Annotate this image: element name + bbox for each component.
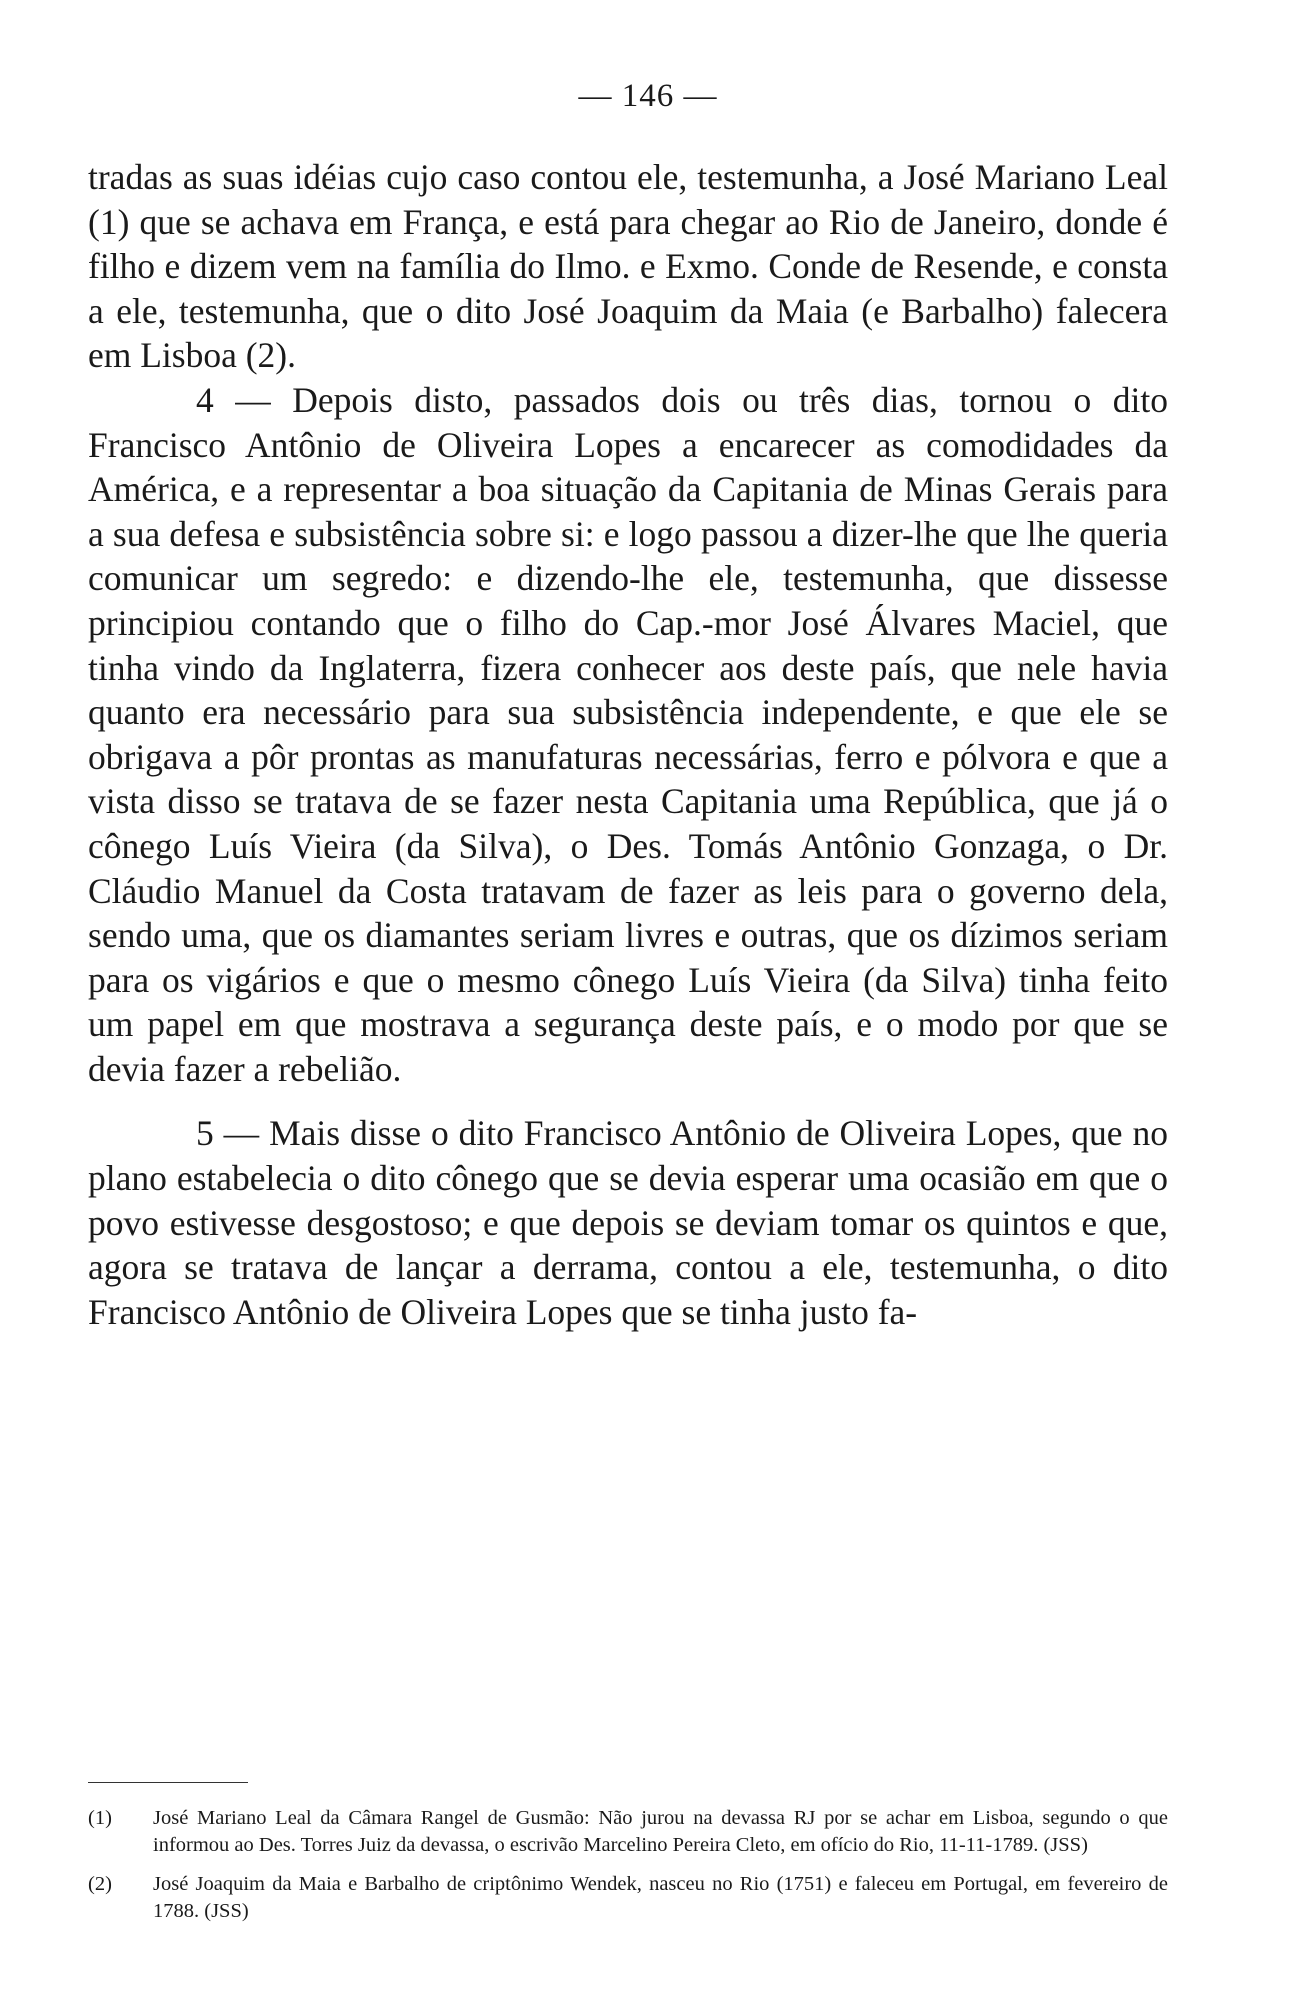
footnote-text: José Mariano Leal da Câmara Rangel de Gusmão: Não jurou na devassa RJ por se achar em Lisboa, segundo o que informou ao Des. Torres Juiz da devassa, o escrivão Marcelino Pereira Cleto, em ofício do Rio, 11-11-1789. (JSS) <box>153 1807 1168 1856</box>
paragraph-item-5: 5 — Mais disse o dito Francisco Antônio de Oliveira Lopes, que no plano estabelecia o dito cônego que se devia esperar uma ocasião em que o povo estivesse desgostoso; e que depois se deviam tomar os quintos e que, agora se tratava de lançar a derrama, contou a ele, testemunha, o dito Francisco Antônio de Oliveira Lopes que se tinha justo fa- <box>88 1113 1168 1332</box>
footnote-1 <box>88 1805 1168 1859</box>
footnote-divider <box>88 1782 248 1783</box>
footnote-text: José Joaquim da Maia e Barbalho de criptônimo Wendek, nasceu no Rio (1751) e faleceu em Portugal, em fevereiro de 1788. (JSS) <box>153 1873 1168 1922</box>
paragraph-item-4: 4 — Depois disto, passados dois ou três dias, tornou o dito Francisco Antônio de Oliveira Lopes a encarecer as comodidades da América, e a representar a boa situação da Capitania de Minas Gerais para a sua defesa e subsistência sobre si: e logo passou a dizer-lhe que lhe queria comunicar um segredo: e dizendo-lhe ele, testemunha, que dissesse principiou contando que o filho do Cap.-mor José Álvares Maciel, que tinha vindo da Inglaterra, fizera conhecer aos deste país, que nele havia quanto era necessário para sua subsistência independente, e que ele se obrigava a pôr prontas as manufaturas necessárias, ferro e pólvora e que a vista disso se tratava de se fazer nesta Capitania uma República, que já o cônego Luís Vieira (da Silva), o Des. Tomás Antônio Gonzaga, o Dr. Cláudio Manuel da Costa tratavam de fazer as leis para o governo dela, sendo uma, que os diamantes seriam livres e outras, que os dízimos seriam para os vigários e que o mesmo cônego Luís Vieira (da Silva) tinha feito um papel em que mostrava a segurança deste país, e o modo por que se devia fazer a rebelião. <box>88 379 1168 1089</box>
paragraph-continuation: tradas as suas idéias cujo caso contou ele, testemunha, a José Mariano Leal (1) que se achava em França, e está para chegar ao Rio de Janeiro, donde é filho e dizem vem na família do Ilmo. e Exmo. Conde de Resende, e consta a ele, testemunha, que o dito José Joaquim da Maia (e Barbalho) falecera em Lisboa (2). <box>88 157 1168 376</box>
main-text <box>88 155 1168 1334</box>
footnotes <box>88 1805 1168 1925</box>
footnote-marker: (2) <box>88 1873 112 1895</box>
page-number: — 146 — <box>578 78 718 114</box>
footnote-2 <box>88 1871 1168 1925</box>
footnote-marker: (1) <box>88 1807 112 1829</box>
